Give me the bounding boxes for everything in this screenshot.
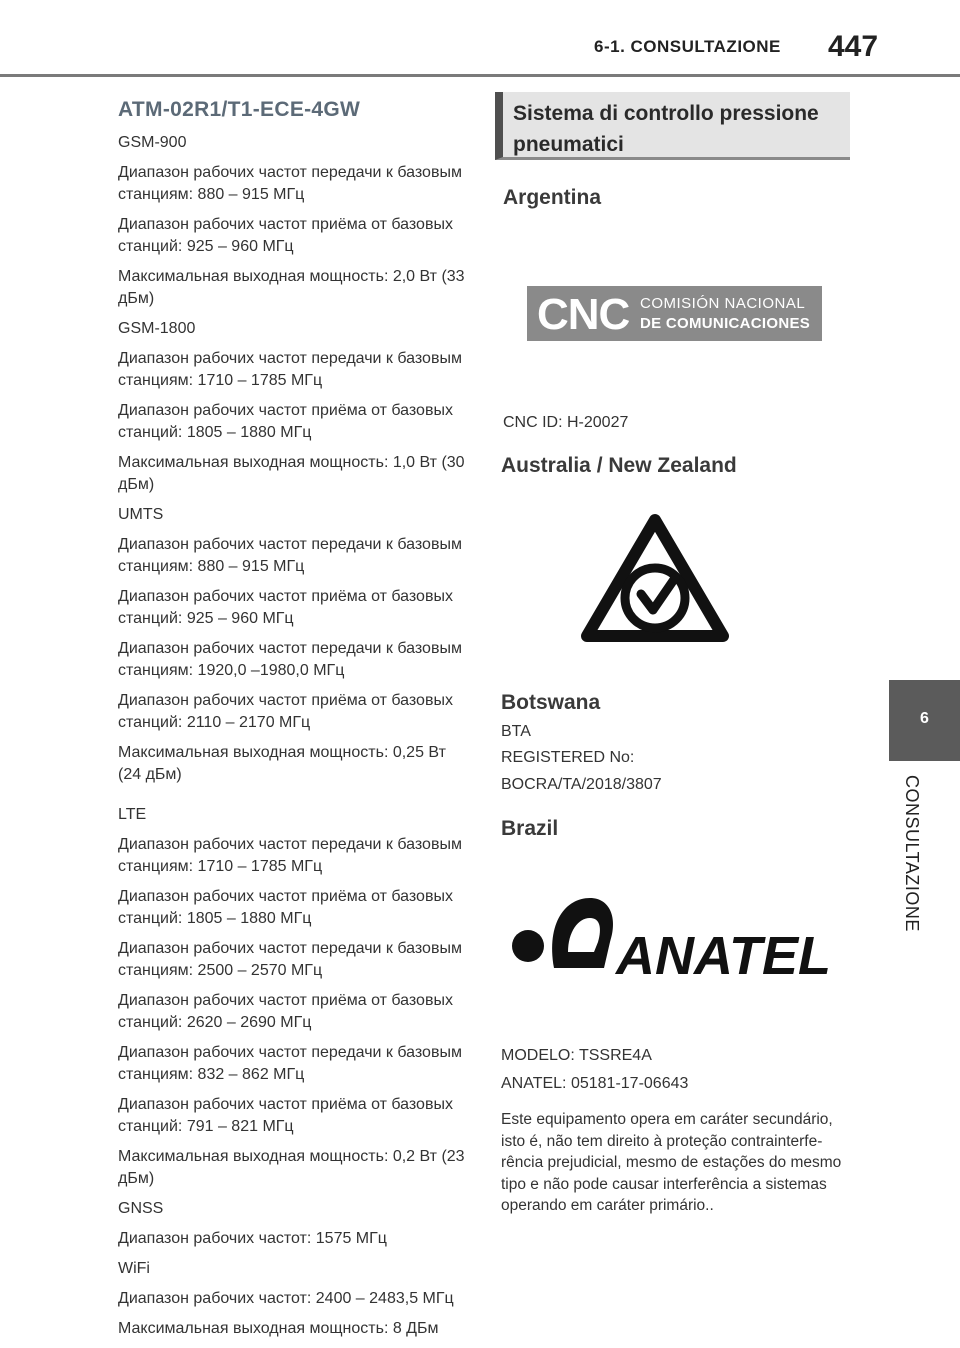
botswana-heading: Botswana — [501, 691, 601, 714]
spec-line: LTE — [118, 806, 147, 823]
brazil-anatel-id: ANATEL: 05181-17-06643 — [501, 1075, 689, 1092]
header-rule — [0, 74, 960, 77]
spec-line: Диапазон рабочих частот приёма от базовых станций: 1805 – 1880 МГц — [118, 402, 453, 441]
spec-line: Диапазон рабочих частот передачи к базовым станциям: 1920,0 –1980,0 МГц — [118, 640, 462, 679]
spec-line: Диапазон рабочих частот приёма от базовых станций: 2110 – 2170 МГц — [118, 692, 453, 731]
argentina-heading: Argentina — [503, 186, 602, 209]
spec-line: GSM-900 — [118, 134, 187, 151]
cnc-logo-line2: DE COMUNICACIONES — [640, 315, 811, 332]
brazil-heading: Brazil — [501, 817, 559, 840]
spec-line: GSM-1800 — [118, 320, 196, 337]
spec-line: UMTS — [118, 506, 164, 523]
spec-line: GNSS — [118, 1200, 164, 1217]
spec-line: Максимальная выходная мощность: 1,0 Вт (30 дБм) — [118, 454, 465, 493]
spec-line: Диапазон рабочих частот приёма от базовых станций: 925 – 960 МГц — [118, 216, 453, 255]
spec-line: Диапазон рабочих частот передачи к базовым станциям: 2500 – 2570 МГц — [118, 940, 462, 979]
cnc-logo-mark: CNC — [537, 290, 630, 339]
spec-line: WiFi — [118, 1260, 150, 1277]
spec-line: Диапазон рабочих частот передачи к базовым станциям: 880 – 915 МГц — [118, 164, 462, 203]
spec-line: Диапазон рабочих частот передачи к базовым станциям: 832 – 862 МГц — [118, 1044, 462, 1083]
australia-heading: Australia / New Zealand — [501, 454, 737, 477]
left-column — [118, 98, 468, 1348]
chapter-label — [902, 775, 922, 975]
section-title: Sistema di controllo pressione pneumatici — [513, 102, 819, 156]
spec-line: Диапазон рабочих частот передачи к базовым станциям: 1710 – 1785 МГц — [118, 350, 462, 389]
spec-line: Максимальная выходная мощность: 8 ДБм — [118, 1320, 439, 1337]
cnc-id: CNC ID: H-20027 — [503, 414, 629, 431]
spec-line: Диапазон рабочих частот приёма от базовых станций: 925 – 960 МГц — [118, 588, 453, 627]
spec-line: Диапазон рабочих частот передачи к базовым станциям: 880 – 915 МГц — [118, 536, 462, 575]
botswana-line: REGISTERED No: — [501, 749, 635, 766]
cnc-logo — [527, 286, 822, 341]
chapter-number: 6 — [920, 710, 929, 727]
cnc-logo-line1: COMISIÓN NACIONAL — [640, 295, 806, 312]
botswana-line: BTA — [501, 723, 531, 740]
spec-line: Диапазон рабочих частот передачи к базовым станциям: 1710 – 1785 МГц — [118, 836, 462, 875]
chapter-label-text: CONSULTAZIONE — [902, 775, 922, 932]
running-header-title: 6-1. CONSULTAZIONE — [594, 37, 781, 56]
spec-line: Максимальная выходная мощность: 0,25 Вт (24 дБм) — [118, 744, 446, 783]
spec-line: Диапазон рабочих частот: 2400 – 2483,5 МГц — [118, 1290, 454, 1307]
anatel-logo-text: ANATEL — [616, 926, 831, 982]
spec-line: Диапазон рабочих частот приёма от базовых станций: 1805 – 1880 МГц — [118, 888, 453, 927]
rcm-compliance-icon — [575, 508, 735, 648]
anatel-logo — [506, 892, 836, 982]
section-title-box — [495, 92, 850, 160]
page-number: 447 — [828, 30, 879, 63]
brazil-paragraph: Este equipamento opera em caráter secundário, isto é, não tem direito à proteção contrainterfe-rência prejudicial, mesmo de estações do mesmo tipo e não pode causar interferência a sistemas operando em caráter primário.. — [501, 1111, 842, 1214]
brazil-modelo: MODELO: TSSRE4A — [501, 1047, 652, 1064]
botswana-line: BOCRA/TA/2018/3807 — [501, 776, 662, 793]
device-heading: ATM-02R1/T1-ECE-4GW — [118, 98, 361, 121]
spec-line: Диапазон рабочих частот приёма от базовых станций: 791 – 821 МГц — [118, 1096, 453, 1135]
spec-line: Диапазон рабочих частот: 1575 МГц — [118, 1230, 387, 1247]
spec-line: Максимальная выходная мощность: 0,2 Вт (23 дБм) — [118, 1148, 465, 1187]
chapter-tab[interactable] — [889, 680, 960, 761]
spec-line: Диапазон рабочих частот приёма от базовых станций: 2620 – 2690 МГц — [118, 992, 453, 1031]
spec-line: Максимальная выходная мощность: 2,0 Вт (33 дБм) — [118, 268, 465, 307]
